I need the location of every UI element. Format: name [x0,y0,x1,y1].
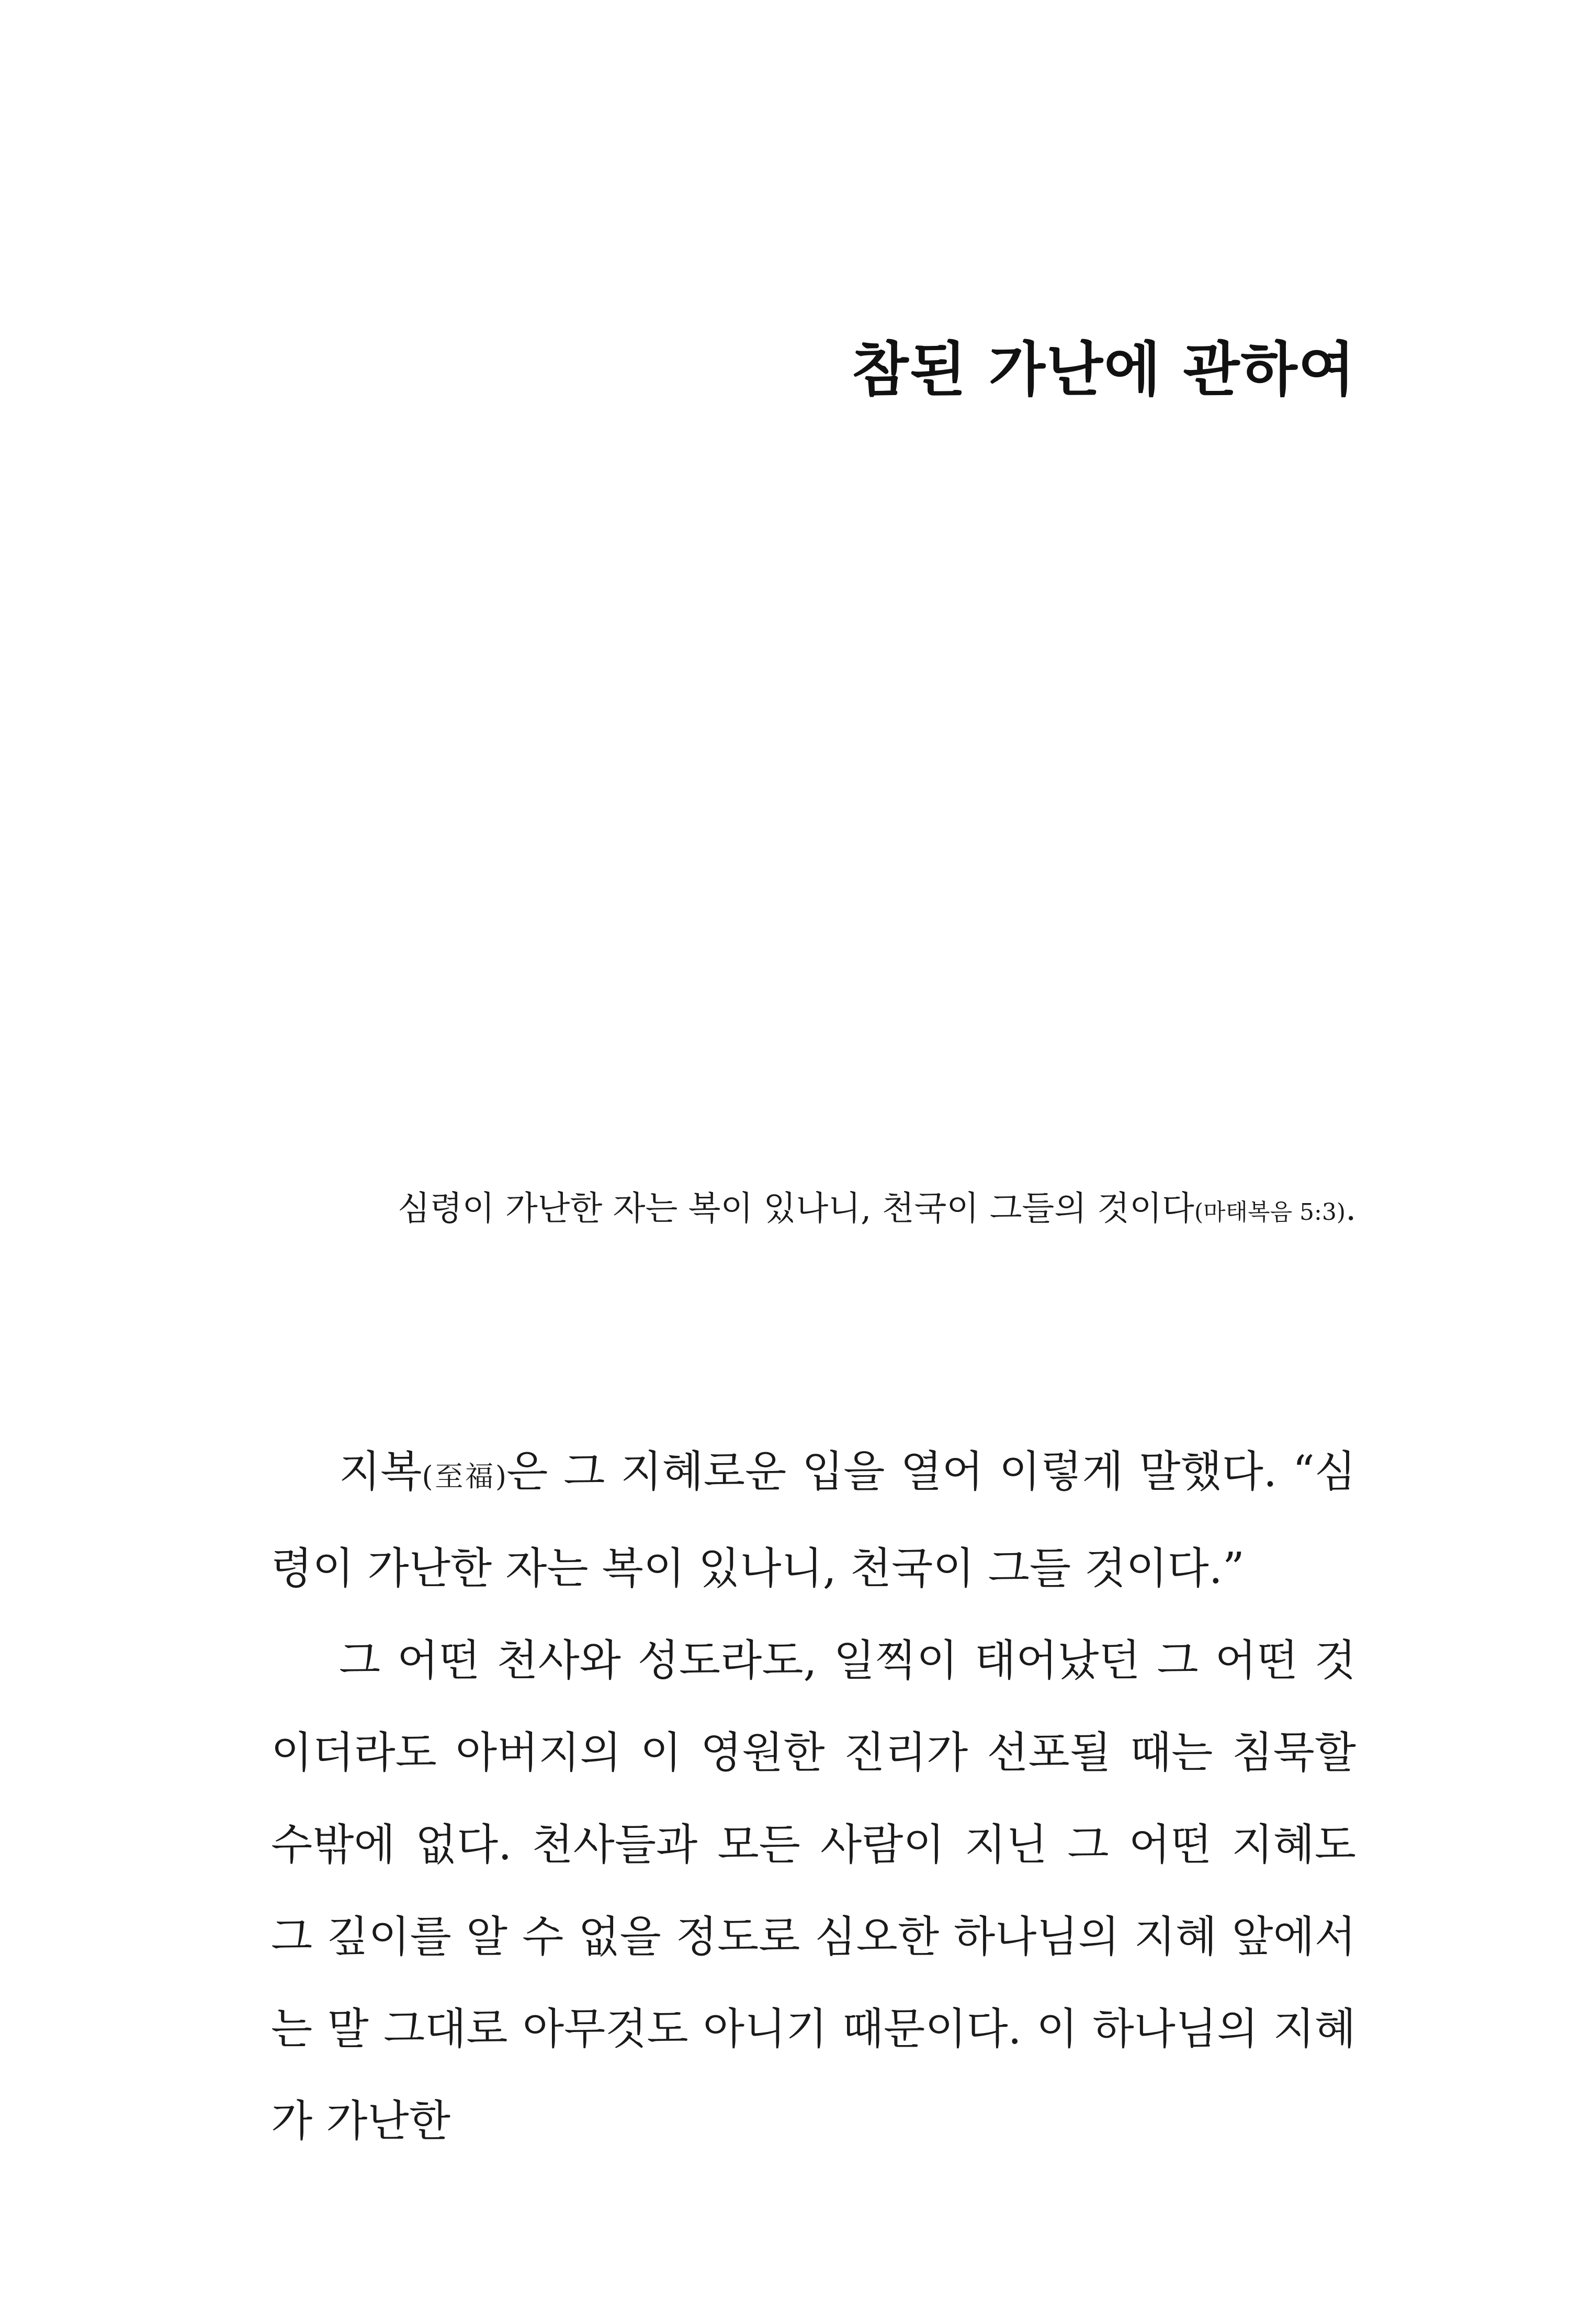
chapter-title: 참된 가난에 관하여 [852,336,1356,404]
paragraph-1 [271,1426,1356,1615]
paragraph-1-rest: 은 그 지혜로운 입을 열어 이렇게 말했다. “심령이 가난한 자는 복이 있나니, 천국이 그들 것이다.” [271,1447,1356,1593]
epigraph-end: . [1346,1189,1357,1228]
paragraph-2: 그 어떤 천사와 성도라도, 일찍이 태어났던 그 어떤 것이더라도 아버지의 이 영원한 진리가 선포될 때는 침묵할 수밖에 없다. 천사들과 모든 사람이 지닌 그 어떤 지혜도 그 깊이를 알 수 없을 정도로 심오한 하나님의 지혜 앞에서는 말 그대로 아무것도 아니기 때문이다. 이 하나님의 지혜가 가난한 [271,1636,1356,2146]
hanja-note: (至福) [422,1460,507,1493]
epigraph-text: 심령이 가난한 자는 복이 있나니, 천국이 그들의 것이다 [398,1189,1194,1228]
paragraph-1-lead: 지복 [339,1447,422,1497]
epigraph-reference: (마태복음 5:3) [1194,1199,1346,1226]
body-text [271,1426,1356,2168]
epigraph [398,1154,1365,1267]
